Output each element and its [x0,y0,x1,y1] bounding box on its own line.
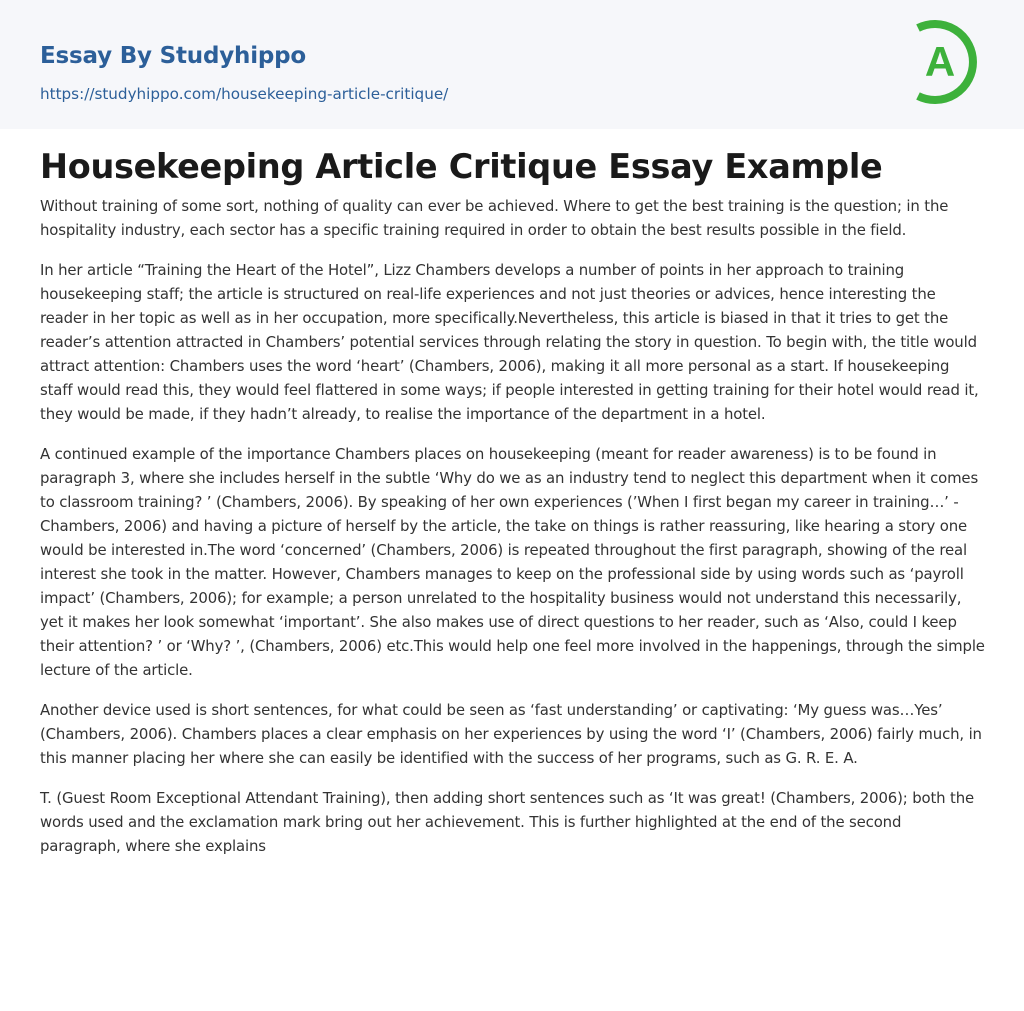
page-title: Housekeeping Article Critique Essay Example [40,147,883,186]
paragraph: In her article “Training the Heart of the Hotel”, Lizz Chambers develops a number of points in her approach to training housekeeping staff; the article is structured on real-life experiences and not just theories or advices, hence interesting the reader in her topic as well as in her occupation, more specifically.Nevertheless, this article is biased in that it tries to get the reader’s attention attracted in Chambers’ potential services through relating the story in question. To begin with, the title would attract attention: Chambers uses the word ‘heart’ (Chambers, 2006), making it all more personal as a start. If housekeeping staff would read this, they would feel flattered in some ways; if people interested in getting training for their hotel would read it, they would be made, if they hadn’t already, to realise the importance of the department in a hotel. [40,261,979,423]
paragraph: Without training of some sort, nothing of quality can ever be achieved. Where to get the best training is the question; in the hospitality industry, each sector has a specific training required in order to obtain the best results possible in the field. [40,197,949,239]
brand-name[interactable]: Essay By Studyhippo [40,43,307,69]
paragraph: T. (Guest Room Exceptional Attendant Training), then adding short sentences such as ‘It was great! (Chambers, 2006); both the words used and the exclamation mark bring out her achievement. This is further highlighted at the end of the second paragraph, where she explains [40,789,975,855]
studyhippo-logo-icon[interactable] [904,16,990,108]
svg-text:A: A [924,38,956,85]
article-url-link[interactable]: https://studyhippo.com/housekeeping-article-critique/ [40,85,449,103]
paragraph: A continued example of the importance Chambers places on housekeeping (meant for reader awareness) is to be found in paragraph 3, where she includes herself in the subtle ‘Why do we as an industry tend to neglect this department when it comes to classroom training? ’ (Chambers, 2006). By speaking of her own experiences (’When I first began my career in training…’ - Chambers, 2006) and having a picture of herself by the article, the take on things is rather reassuring, like hearing a story one would be interested in.The word ‘concerned’ (Chambers, 2006) is repeated throughout the first paragraph, showing of the real interest she took in the matter. However, Chambers manages to keep on the professional side by using words such as ‘payroll impact’ (Chambers, 2006); for example; a person unrelated to the hospitality business would not understand this necessarily, yet it makes her look somewhat ‘important’. She also makes use of direct questions to her reader, such as ‘Also, could I keep their attention? ’ or ‘Why? ’, (Chambers, 2006) etc.This would help one feel more involved in the happenings, through the simple lecture of the article. [40,445,985,679]
article-body [40,194,986,874]
paragraph: Another device used is short sentences, for what could be seen as ‘fast understanding’ or captivating: ‘My guess was…Yes’ (Chambers, 2006). Chambers places a clear emphasis on her experiences by using the word ‘I’ (Chambers, 2006) fairly much, in this manner placing her where she can easily be identified with the success of her programs, such as G. R. E. A. [40,701,982,767]
site-header [0,0,1024,129]
